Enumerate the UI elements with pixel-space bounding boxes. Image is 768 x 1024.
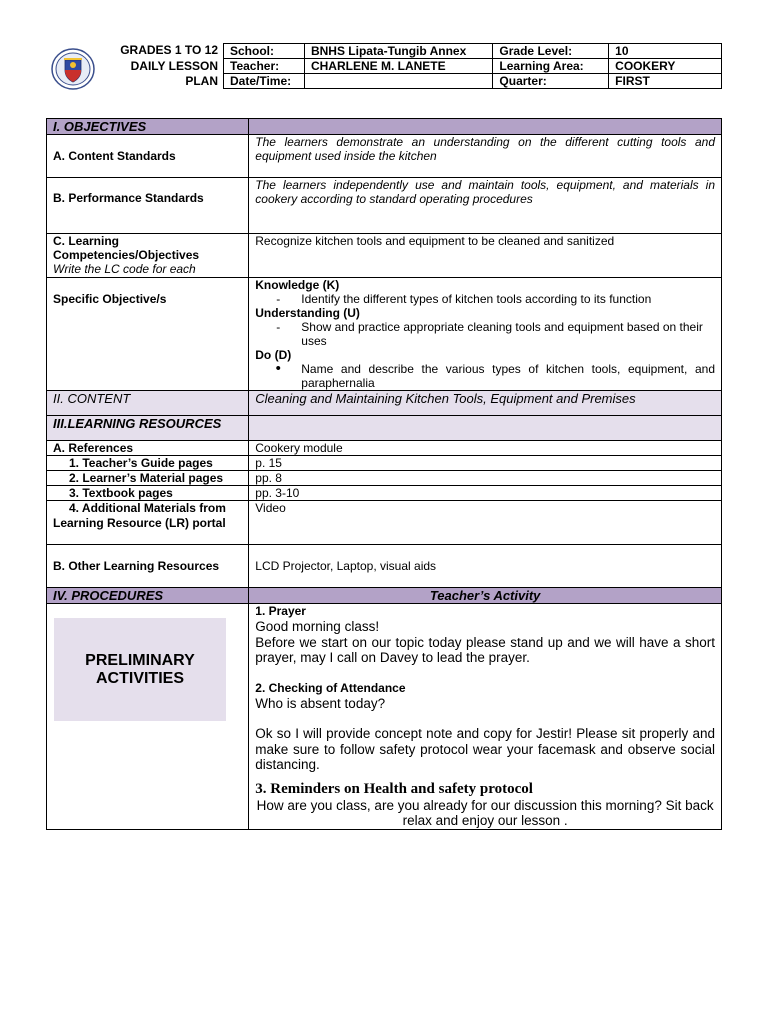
knowledge-heading: Knowledge (K) (255, 278, 340, 292)
attendance-question: Who is absent today? (255, 695, 386, 711)
knowledge-item-text: Identify the different types of kitchen tools according to its function (301, 292, 652, 306)
references-value: Cookery module (249, 441, 722, 456)
performance-standards-row (47, 178, 722, 234)
additional-materials-value: Video (249, 501, 722, 545)
dash-marker: - (276, 320, 281, 334)
resources-heading: III.LEARNING RESOURCES (47, 416, 249, 441)
attendance-note: Ok so I will provide concept note and copy for Jestir! Please sit properly and make sure to follow safety protocol wear your facemask and observe social distancing. (255, 726, 715, 772)
learners-material-label: 2. Learner’s Material pages (47, 471, 249, 486)
prayer-heading: 1. Prayer (255, 604, 306, 618)
textbook-label: 3. Textbook pages (47, 486, 249, 501)
school-label: School: (224, 44, 305, 59)
competencies-row (47, 234, 722, 278)
textbook-value: pp. 3-10 (249, 486, 722, 501)
learners-material-value: pp. 8 (249, 471, 722, 486)
competencies-label: C. Learning Competencies/Objectives (53, 234, 200, 262)
objectives-heading: I. OBJECTIVES (47, 119, 249, 135)
lesson-plan-header (46, 43, 722, 89)
dlp-title (102, 43, 218, 89)
lesson-plan-table (46, 118, 722, 830)
do-heading: Do (D) (255, 348, 292, 362)
additional-materials-label: 4. Additional Materials from Learning Resource (LR) portal (47, 501, 249, 545)
references-label: A. References (47, 441, 249, 456)
teachers-activity-cell (249, 604, 722, 830)
competencies-cell (47, 234, 249, 278)
do-item (255, 362, 715, 390)
content-standards-label: A. Content Standards (47, 135, 249, 178)
header-info-table (223, 43, 722, 89)
content-value: Cleaning and Maintaining Kitchen Tools, Equipment and Premises (249, 391, 722, 416)
preliminary-activities-box (54, 618, 226, 721)
competencies-value: Recognize kitchen tools and equipment to be cleaned and sanitized (249, 234, 722, 278)
reminders-heading: 3. Reminders on Health and safety protocol (255, 780, 533, 797)
teacher-value: CHARLENE M. LANETE (304, 59, 492, 74)
specific-objectives-row (47, 278, 722, 391)
resources-header-row (47, 416, 722, 441)
content-standards-value: The learners demonstrate an understanding on the different cutting tools and equipment used inside the kitchen (249, 135, 722, 178)
understanding-item (255, 320, 715, 348)
teachers-activity-heading: Teacher’s Activity (249, 588, 722, 604)
grade-level-value: 10 (609, 44, 722, 59)
other-resources-value: LCD Projector, Laptop, visual aids (249, 545, 722, 588)
prayer-instruction: Before we start on our topic today please stand up and we will have a short prayer, may I call on Davey to lead the prayer. (255, 634, 715, 665)
specific-objectives-label: Specific Objective/s (47, 278, 249, 391)
do-item-text: Name and describe the various types of kitchen tools, equipment, and paraphernalia (301, 362, 715, 390)
logo-cell (46, 43, 98, 89)
teachers-guide-value: p. 15 (249, 456, 722, 471)
quarter-value: FIRST (609, 74, 722, 89)
content-heading: II. CONTENT (47, 391, 249, 416)
knowledge-item (255, 292, 715, 306)
content-standards-row (47, 135, 722, 178)
performance-standards-label: B. Performance Standards (47, 178, 249, 234)
teacher-label: Teacher: (224, 59, 305, 74)
specific-objectives-cell (249, 278, 722, 391)
bullet-icon: • (275, 360, 281, 377)
textbook-row (47, 486, 722, 501)
preliminary-cell (47, 604, 249, 830)
dlp-title-line-3: PLAN (185, 74, 218, 88)
references-row (47, 441, 722, 456)
other-resources-row (47, 545, 722, 588)
performance-standards-value: The learners independently use and maintain tools, equipment, and materials in cookery according to standard operating procedures (249, 178, 722, 234)
school-value: BNHS Lipata-Tungib Annex (304, 44, 492, 59)
objectives-header-row (47, 119, 722, 135)
prayer-greeting: Good morning class! (255, 619, 380, 634)
preliminary-line-2: ACTIVITIES (95, 669, 184, 687)
datetime-value (304, 74, 492, 89)
teachers-guide-label: 1. Teacher’s Guide pages (47, 456, 249, 471)
teachers-guide-row (47, 456, 722, 471)
dash-marker: - (276, 292, 281, 306)
dlp-title-line-2: DAILY LESSON (130, 58, 218, 73)
learners-material-row (47, 471, 722, 486)
other-resources-label: B. Other Learning Resources (47, 545, 249, 588)
understanding-heading: Understanding (U) (255, 306, 360, 320)
understanding-item-text: Show and practice appropriate cleaning tools and equipment based on their uses (301, 320, 703, 348)
deped-seal-logo (50, 47, 96, 91)
preliminary-line-1: PRELIMINARY (85, 651, 195, 669)
reminders-text: How are you class, are you already for our discussion this morning? Sit back relax and enjoy our lesson . (256, 797, 714, 828)
dlp-title-line-1: GRADES 1 TO 12 (120, 43, 218, 57)
grade-level-label: Grade Level: (493, 44, 609, 59)
procedures-header-row (47, 588, 722, 604)
procedures-heading: IV. PROCEDURES (47, 588, 249, 604)
competencies-note: Write the LC code for each (53, 262, 196, 276)
content-row (47, 391, 722, 416)
learning-area-label: Learning Area: (493, 59, 609, 74)
additional-materials-row (47, 501, 722, 545)
preliminary-activities-row (47, 604, 722, 830)
quarter-label: Quarter: (493, 74, 609, 89)
datetime-label: Date/Time: (224, 74, 305, 89)
learning-area-value: COOKERY (609, 59, 722, 74)
attendance-heading: 2. Checking of Attendance (255, 680, 406, 695)
